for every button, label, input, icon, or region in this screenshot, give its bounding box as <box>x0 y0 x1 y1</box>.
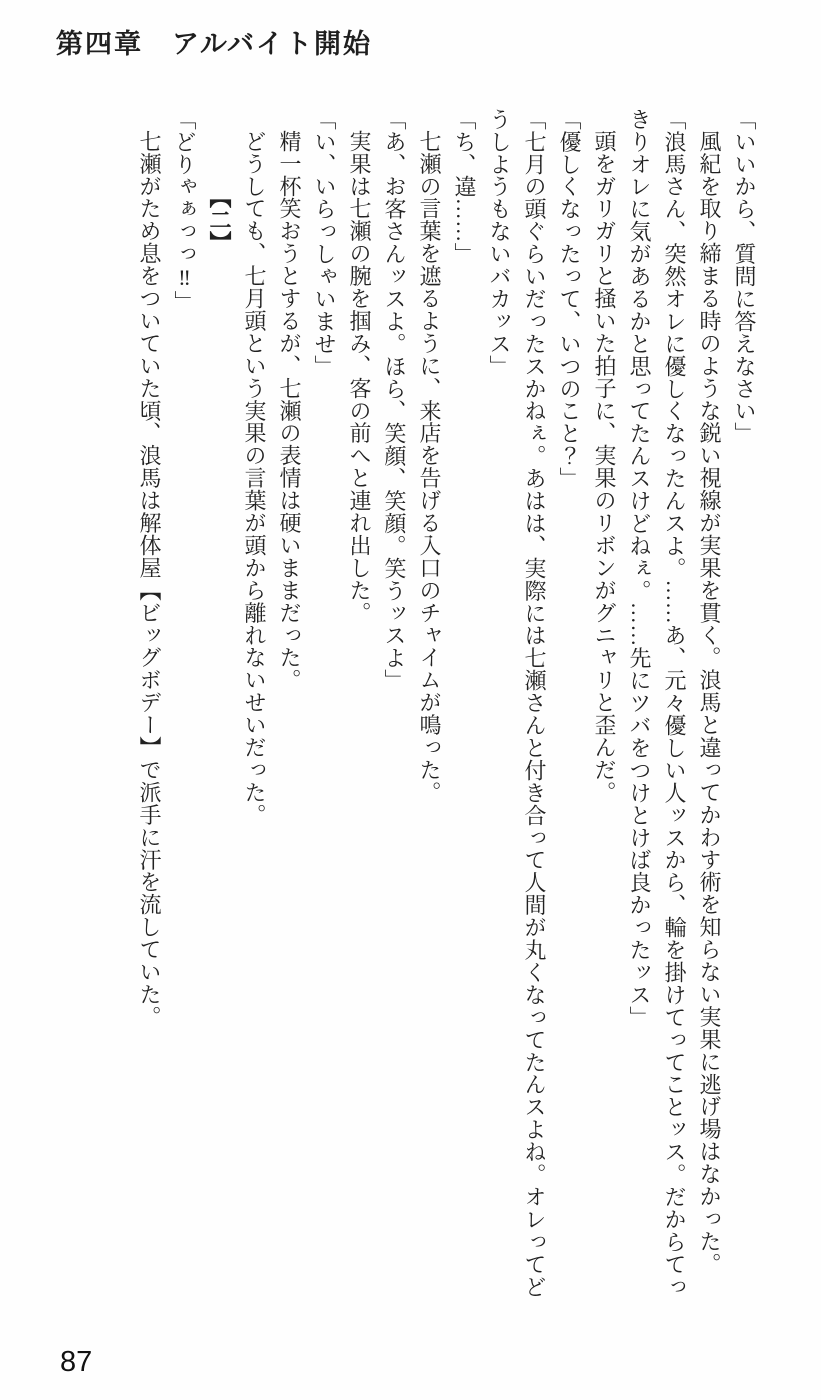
paragraph-dialogue: 「七月の頭ぐらいだったスかねぇ。あはは、実際には七瀬さんと付き合って人間が丸くなってたんスよね。オレってどうしようもないバカッス」 <box>487 108 547 1298</box>
paragraph-narrative: 精一杯笑おうとするが、七瀬の表情は硬いままだった。 <box>277 130 302 692</box>
section-number-marker: 【二】 <box>207 186 232 254</box>
page-number: 87 <box>60 1346 93 1378</box>
chapter-heading: 第四章 アルバイト開始 <box>56 29 373 59</box>
paragraph-dialogue: 「浪馬さん、突然オレに優しくなったんスよ。……あ、元々優しい人ッスから、輪を掛けてってことッス。だからてっきりオレに気があるかと思ってたんスけどねぇ。……先にツバをつけとけば良かったッス」 <box>627 108 687 1298</box>
paragraph-dialogue: 「どりゃぁっっ‼」 <box>172 108 197 314</box>
paragraph-narrative: 頭をガリガリと掻いた拍子に、実果のリボンがグニャリと歪んだ。 <box>592 130 617 804</box>
paragraph-narrative: どうしても、七月頭という実果の言葉が頭から離れないせいだった。 <box>242 130 267 826</box>
paragraph-dialogue: 「ち、違……」 <box>452 108 477 266</box>
paragraph-narrative: 七瀬の言葉を遮るように、来店を告げる入口のチャイムが鳴った。 <box>417 130 442 804</box>
paragraph-dialogue: 「い、いらっしゃいませ」 <box>312 108 337 378</box>
paragraph-dialogue: 「いいから、質問に答えなさい」 <box>732 108 757 445</box>
paragraph-dialogue: 「あ、お客さんッスよ。ほら、笑顔、笑顔。笑うッスよ」 <box>382 108 407 692</box>
paragraph-narrative: 実果は七瀬の腕を掴み、客の前へと連れ出した。 <box>347 130 372 624</box>
main-text-block <box>132 108 762 1298</box>
paragraph-dialogue: 「優しくなったって、いつのこと？」 <box>557 108 582 490</box>
paragraph-narrative: 風紀を取り締まる時のような鋭い視線が実果を貫く。浪馬と違ってかわす術を知らない実果に逃げ場はなかった。 <box>697 130 722 1275</box>
paragraph-narrative: 七瀬がため息をついていた頃、浪馬は解体屋【ビッグボデー】で派手に汗を流していた。 <box>137 130 162 1028</box>
